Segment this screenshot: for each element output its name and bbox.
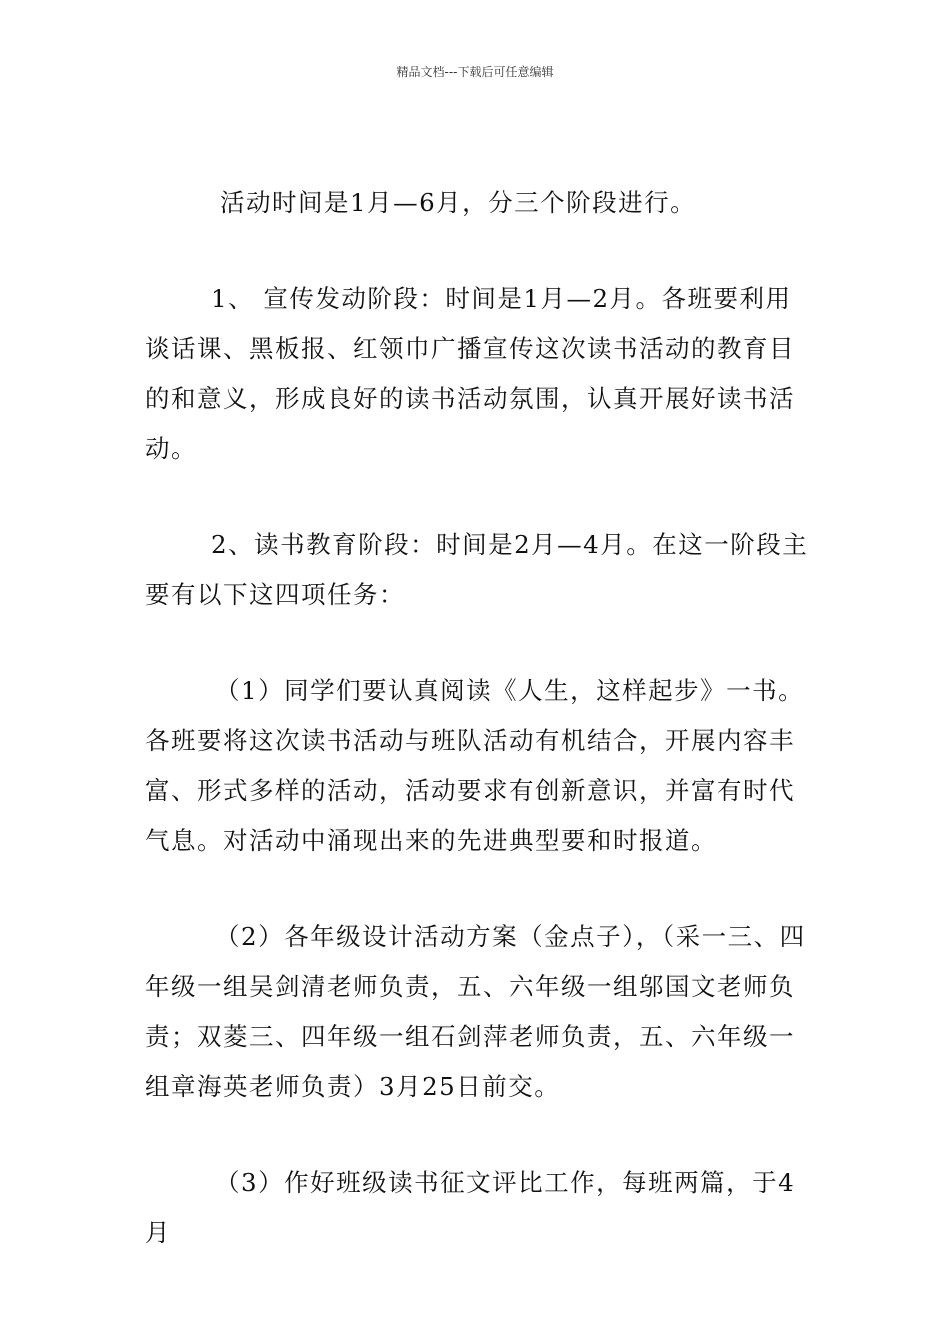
paragraph-stage-1: 1、 宣传发动阶段：时间是1月—2月。各班要利用谈话课、黑板报、红领巾广播宣传这次读书活动的教育目的和意义，形成良好的读书活动氛围，认真开展好读书活动。 bbox=[145, 284, 795, 463]
paragraph-task-2: （2）各年级设计活动方案（金点子），（采一三、四年级一组吴剑清老师负责，五、六年级一组邬国文老师负责；双菱三、四年级一组石剑萍老师负责，五、六年级一组章海英老师负责）3月25日前交。 bbox=[145, 922, 806, 1101]
paragraph-stage-2: 2、读书教育阶段：时间是2月—4月。在这一阶段主要有以下这四项任务： bbox=[145, 530, 809, 609]
paragraph-activity-time: 活动时间是1月—6月，分三个阶段进行。 bbox=[220, 188, 697, 217]
document-body bbox=[145, 178, 810, 1304]
paragraph-task-1: （1）同学们要认真阅读《人生，这样起步》一书。各班要将这次读书活动与班队活动有机结合，开展内容丰富、形式多样的活动，活动要求有创新意识，并富有时代气息。对活动中涌现出来的先进典型要和时报道。 bbox=[145, 676, 805, 855]
paragraph-task-3: （3）作好班级读书征文评比工作，每班两篇，于4月 bbox=[145, 1168, 796, 1247]
page-header: 精品文档---下载后可任意编辑 bbox=[396, 65, 554, 79]
